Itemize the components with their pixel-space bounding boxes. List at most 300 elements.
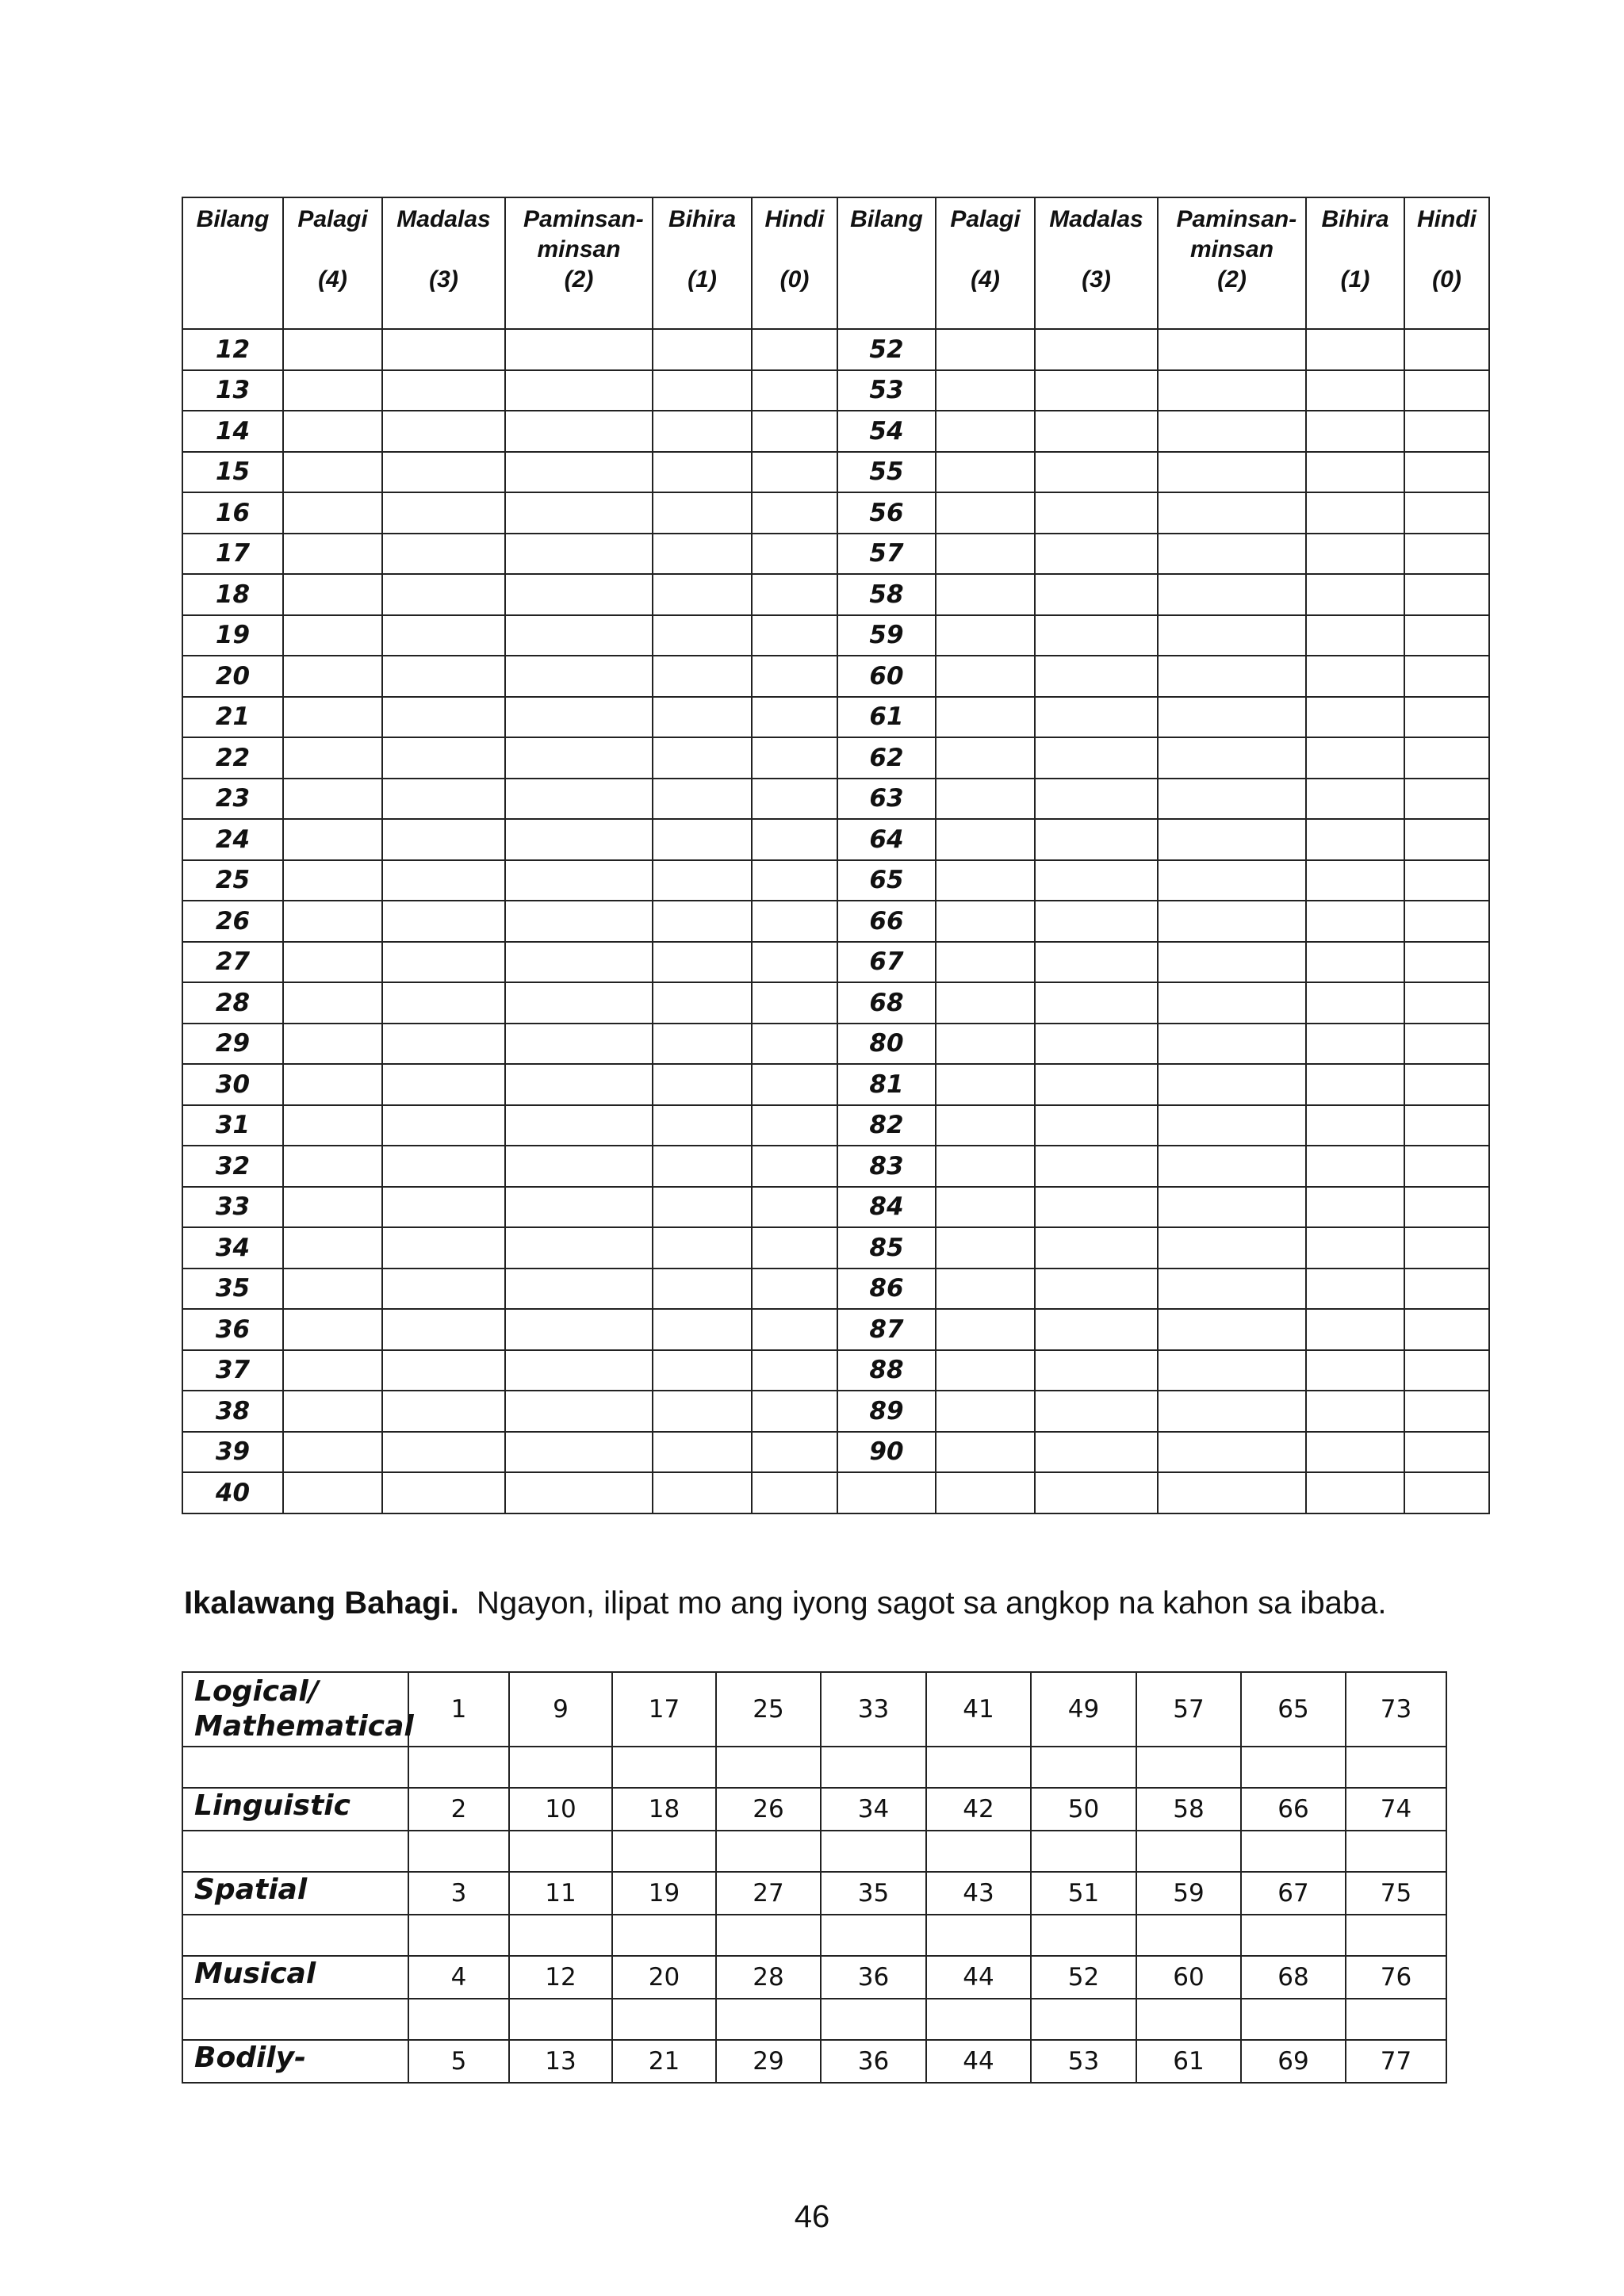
answer-cell[interactable]	[1306, 656, 1404, 697]
answer-cell[interactable]	[752, 1227, 837, 1269]
answer-cell[interactable]	[1404, 1146, 1489, 1187]
answer-cell[interactable]	[1035, 615, 1158, 656]
score-entry-cell[interactable]	[182, 1999, 408, 2040]
answer-cell[interactable]	[653, 697, 752, 738]
score-entry-cell[interactable]	[1241, 1747, 1346, 1788]
answer-cell[interactable]	[752, 942, 837, 983]
answer-cell[interactable]	[936, 737, 1035, 779]
score-entry-cell[interactable]	[182, 1831, 408, 1872]
score-entry-cell[interactable]	[612, 1999, 716, 2040]
answer-cell[interactable]	[752, 779, 837, 820]
answer-cell[interactable]	[1035, 1187, 1158, 1228]
answer-cell[interactable]	[1158, 779, 1306, 820]
score-entry-cell[interactable]	[612, 1915, 716, 1956]
score-entry-cell[interactable]	[612, 1831, 716, 1872]
answer-cell[interactable]	[1306, 1187, 1404, 1228]
answer-cell[interactable]	[653, 656, 752, 697]
answer-cell[interactable]	[1158, 737, 1306, 779]
answer-cell[interactable]	[653, 452, 752, 493]
answer-cell[interactable]	[752, 1187, 837, 1228]
answer-cell[interactable]	[1035, 1064, 1158, 1105]
answer-cell[interactable]	[936, 411, 1035, 452]
answer-cell[interactable]	[382, 1350, 505, 1391]
answer-cell[interactable]	[1158, 1024, 1306, 1065]
answer-cell[interactable]	[1306, 452, 1404, 493]
score-entry-cell[interactable]	[821, 1915, 926, 1956]
answer-cell[interactable]	[283, 819, 382, 860]
answer-cell[interactable]	[1158, 452, 1306, 493]
answer-cell[interactable]	[1158, 1227, 1306, 1269]
answer-cell[interactable]	[505, 1269, 653, 1310]
answer-cell[interactable]	[505, 860, 653, 901]
score-entry-cell[interactable]	[1031, 1747, 1136, 1788]
answer-cell[interactable]	[1404, 534, 1489, 575]
score-entry-cell[interactable]	[509, 1915, 612, 1956]
score-entry-cell[interactable]	[1136, 1831, 1241, 1872]
answer-cell[interactable]	[936, 1064, 1035, 1105]
answer-cell[interactable]	[752, 1472, 837, 1513]
answer-cell[interactable]	[1035, 329, 1158, 370]
answer-cell[interactable]	[1035, 1269, 1158, 1310]
answer-cell[interactable]	[752, 534, 837, 575]
answer-cell[interactable]	[283, 1024, 382, 1065]
answer-cell[interactable]	[1306, 492, 1404, 534]
answer-cell[interactable]	[283, 1146, 382, 1187]
answer-cell[interactable]	[936, 819, 1035, 860]
answer-cell[interactable]	[283, 942, 382, 983]
score-entry-cell[interactable]	[612, 1747, 716, 1788]
answer-cell[interactable]	[283, 370, 382, 411]
answer-cell[interactable]	[1306, 1432, 1404, 1473]
answer-cell[interactable]	[382, 1227, 505, 1269]
answer-cell[interactable]	[653, 411, 752, 452]
score-entry-cell[interactable]	[1346, 1915, 1446, 1956]
answer-cell[interactable]	[505, 1187, 653, 1228]
score-entry-cell[interactable]	[1346, 1747, 1446, 1788]
answer-cell[interactable]	[653, 1350, 752, 1391]
answer-cell[interactable]	[1404, 901, 1489, 942]
answer-cell[interactable]	[653, 534, 752, 575]
answer-cell[interactable]	[1158, 615, 1306, 656]
answer-cell[interactable]	[1158, 697, 1306, 738]
answer-cell[interactable]	[1404, 860, 1489, 901]
answer-cell[interactable]	[382, 982, 505, 1024]
answer-cell[interactable]	[382, 1146, 505, 1187]
score-entry-cell[interactable]	[408, 1999, 509, 2040]
answer-cell[interactable]	[283, 534, 382, 575]
answer-cell[interactable]	[1035, 697, 1158, 738]
answer-cell[interactable]	[936, 901, 1035, 942]
answer-cell[interactable]	[1035, 1309, 1158, 1350]
answer-cell[interactable]	[936, 1024, 1035, 1065]
answer-cell[interactable]	[653, 1146, 752, 1187]
answer-cell[interactable]	[1306, 1024, 1404, 1065]
answer-cell[interactable]	[1306, 1105, 1404, 1146]
answer-cell[interactable]	[936, 982, 1035, 1024]
answer-cell[interactable]	[283, 656, 382, 697]
answer-cell[interactable]	[382, 370, 505, 411]
answer-cell[interactable]	[936, 1391, 1035, 1432]
answer-cell[interactable]	[1306, 860, 1404, 901]
answer-cell[interactable]	[752, 492, 837, 534]
answer-cell[interactable]	[1404, 1024, 1489, 1065]
answer-cell[interactable]	[505, 942, 653, 983]
answer-cell[interactable]	[382, 656, 505, 697]
answer-cell[interactable]	[653, 860, 752, 901]
answer-cell[interactable]	[505, 1432, 653, 1473]
answer-cell[interactable]	[1158, 492, 1306, 534]
answer-cell[interactable]	[653, 1309, 752, 1350]
score-entry-cell[interactable]	[1241, 1915, 1346, 1956]
score-entry-cell[interactable]	[1031, 1915, 1136, 1956]
answer-cell[interactable]	[1404, 1432, 1489, 1473]
answer-cell[interactable]	[936, 697, 1035, 738]
answer-cell[interactable]	[1306, 942, 1404, 983]
answer-cell[interactable]	[653, 1024, 752, 1065]
answer-cell[interactable]	[382, 901, 505, 942]
answer-cell[interactable]	[1404, 779, 1489, 820]
answer-cell[interactable]	[653, 329, 752, 370]
answer-cell[interactable]	[1404, 942, 1489, 983]
answer-cell[interactable]	[752, 1309, 837, 1350]
answer-cell[interactable]	[1306, 1472, 1404, 1513]
answer-cell[interactable]	[1158, 1064, 1306, 1105]
answer-cell[interactable]	[1306, 1309, 1404, 1350]
answer-cell[interactable]	[936, 1432, 1035, 1473]
answer-cell[interactable]	[1035, 901, 1158, 942]
answer-cell[interactable]	[283, 615, 382, 656]
answer-cell[interactable]	[1404, 1350, 1489, 1391]
answer-cell[interactable]	[283, 1187, 382, 1228]
answer-cell[interactable]	[1035, 737, 1158, 779]
answer-cell[interactable]	[283, 1105, 382, 1146]
answer-cell[interactable]	[1035, 942, 1158, 983]
answer-cell[interactable]	[752, 656, 837, 697]
answer-cell[interactable]	[505, 982, 653, 1024]
answer-cell[interactable]	[1035, 574, 1158, 615]
answer-cell[interactable]	[936, 1187, 1035, 1228]
answer-cell[interactable]	[382, 737, 505, 779]
answer-cell[interactable]	[1158, 1187, 1306, 1228]
score-entry-cell[interactable]	[408, 1915, 509, 1956]
answer-cell[interactable]	[283, 1269, 382, 1310]
answer-cell[interactable]	[1306, 370, 1404, 411]
answer-cell[interactable]	[382, 1472, 505, 1513]
answer-cell[interactable]	[936, 779, 1035, 820]
answer-cell[interactable]	[653, 819, 752, 860]
answer-cell[interactable]	[936, 1269, 1035, 1310]
answer-cell[interactable]	[505, 329, 653, 370]
answer-cell[interactable]	[505, 1309, 653, 1350]
answer-cell[interactable]	[1404, 370, 1489, 411]
answer-cell[interactable]	[653, 1269, 752, 1310]
score-entry-cell[interactable]	[182, 1747, 408, 1788]
score-entry-cell[interactable]	[1031, 1831, 1136, 1872]
answer-cell[interactable]	[1306, 329, 1404, 370]
answer-cell[interactable]	[1035, 452, 1158, 493]
answer-cell[interactable]	[505, 370, 653, 411]
answer-cell[interactable]	[283, 329, 382, 370]
answer-cell[interactable]	[653, 615, 752, 656]
answer-cell[interactable]	[505, 411, 653, 452]
answer-cell[interactable]	[752, 452, 837, 493]
answer-cell[interactable]	[1035, 1146, 1158, 1187]
answer-cell[interactable]	[382, 452, 505, 493]
answer-cell[interactable]	[505, 534, 653, 575]
answer-cell[interactable]	[653, 779, 752, 820]
answer-cell[interactable]	[1158, 329, 1306, 370]
answer-cell[interactable]	[1404, 452, 1489, 493]
answer-cell[interactable]	[1035, 411, 1158, 452]
score-entry-cell[interactable]	[926, 1747, 1031, 1788]
answer-cell[interactable]	[752, 574, 837, 615]
answer-cell[interactable]	[1404, 1269, 1489, 1310]
answer-cell[interactable]	[1035, 860, 1158, 901]
score-entry-cell[interactable]	[926, 1831, 1031, 1872]
answer-cell[interactable]	[1404, 819, 1489, 860]
answer-cell[interactable]	[752, 1024, 837, 1065]
answer-cell[interactable]	[505, 1391, 653, 1432]
answer-cell[interactable]	[283, 1309, 382, 1350]
answer-cell[interactable]	[1306, 1350, 1404, 1391]
answer-cell[interactable]	[1035, 1472, 1158, 1513]
answer-cell[interactable]	[1404, 1309, 1489, 1350]
answer-cell[interactable]	[936, 615, 1035, 656]
answer-cell[interactable]	[1306, 982, 1404, 1024]
score-entry-cell[interactable]	[716, 1747, 821, 1788]
answer-cell[interactable]	[283, 1227, 382, 1269]
answer-cell[interactable]	[1158, 411, 1306, 452]
answer-cell[interactable]	[505, 737, 653, 779]
answer-cell[interactable]	[1306, 411, 1404, 452]
answer-cell[interactable]	[382, 819, 505, 860]
answer-cell[interactable]	[1158, 982, 1306, 1024]
answer-cell[interactable]	[936, 860, 1035, 901]
answer-cell[interactable]	[752, 1146, 837, 1187]
answer-cell[interactable]	[505, 779, 653, 820]
answer-cell[interactable]	[382, 1187, 505, 1228]
answer-cell[interactable]	[936, 1309, 1035, 1350]
answer-cell[interactable]	[382, 1309, 505, 1350]
score-entry-cell[interactable]	[716, 1915, 821, 1956]
answer-cell[interactable]	[505, 819, 653, 860]
answer-cell[interactable]	[1158, 656, 1306, 697]
answer-cell[interactable]	[1306, 819, 1404, 860]
answer-cell[interactable]	[283, 1432, 382, 1473]
answer-cell[interactable]	[1158, 860, 1306, 901]
answer-cell[interactable]	[1158, 1309, 1306, 1350]
answer-cell[interactable]	[505, 901, 653, 942]
answer-cell[interactable]	[752, 1432, 837, 1473]
answer-cell[interactable]	[505, 697, 653, 738]
answer-cell[interactable]	[1158, 1105, 1306, 1146]
answer-cell[interactable]	[283, 860, 382, 901]
answer-cell[interactable]	[505, 615, 653, 656]
answer-cell[interactable]	[283, 1391, 382, 1432]
score-entry-cell[interactable]	[408, 1831, 509, 1872]
answer-cell[interactable]	[936, 1472, 1035, 1513]
score-entry-cell[interactable]	[821, 1747, 926, 1788]
answer-cell[interactable]	[1306, 697, 1404, 738]
answer-cell[interactable]	[752, 1105, 837, 1146]
answer-cell[interactable]	[653, 1105, 752, 1146]
answer-cell[interactable]	[1306, 1146, 1404, 1187]
answer-cell[interactable]	[1035, 1350, 1158, 1391]
answer-cell[interactable]	[382, 1024, 505, 1065]
answer-cell[interactable]	[752, 737, 837, 779]
answer-cell[interactable]	[505, 1350, 653, 1391]
answer-cell[interactable]	[505, 1105, 653, 1146]
answer-cell[interactable]	[1158, 574, 1306, 615]
answer-cell[interactable]	[752, 1350, 837, 1391]
score-entry-cell[interactable]	[509, 1831, 612, 1872]
answer-cell[interactable]	[1404, 1472, 1489, 1513]
score-entry-cell[interactable]	[821, 1999, 926, 2040]
answer-cell[interactable]	[752, 1269, 837, 1310]
answer-cell[interactable]	[752, 411, 837, 452]
score-entry-cell[interactable]	[716, 1831, 821, 1872]
answer-cell[interactable]	[1035, 1024, 1158, 1065]
answer-cell[interactable]	[1306, 901, 1404, 942]
answer-cell[interactable]	[752, 1064, 837, 1105]
answer-cell[interactable]	[936, 534, 1035, 575]
answer-cell[interactable]	[1035, 982, 1158, 1024]
answer-cell[interactable]	[1035, 1391, 1158, 1432]
answer-cell[interactable]	[1158, 370, 1306, 411]
answer-cell[interactable]	[1035, 1432, 1158, 1473]
answer-cell[interactable]	[283, 737, 382, 779]
answer-cell[interactable]	[1404, 697, 1489, 738]
answer-cell[interactable]	[1158, 1146, 1306, 1187]
answer-cell[interactable]	[653, 1064, 752, 1105]
answer-cell[interactable]	[1306, 574, 1404, 615]
answer-cell[interactable]	[653, 1391, 752, 1432]
answer-cell[interactable]	[505, 1024, 653, 1065]
answer-cell[interactable]	[752, 370, 837, 411]
answer-cell[interactable]	[1158, 1472, 1306, 1513]
answer-cell[interactable]	[1158, 534, 1306, 575]
answer-cell[interactable]	[505, 1472, 653, 1513]
answer-cell[interactable]	[1306, 1064, 1404, 1105]
answer-cell[interactable]	[1404, 737, 1489, 779]
answer-cell[interactable]	[382, 1269, 505, 1310]
answer-cell[interactable]	[1404, 492, 1489, 534]
answer-cell[interactable]	[382, 1391, 505, 1432]
answer-cell[interactable]	[1404, 615, 1489, 656]
answer-cell[interactable]	[283, 901, 382, 942]
answer-cell[interactable]	[382, 860, 505, 901]
answer-cell[interactable]	[1404, 1064, 1489, 1105]
answer-cell[interactable]	[1035, 534, 1158, 575]
answer-cell[interactable]	[505, 452, 653, 493]
answer-cell[interactable]	[1404, 656, 1489, 697]
answer-cell[interactable]	[1306, 1391, 1404, 1432]
answer-cell[interactable]	[1404, 1187, 1489, 1228]
score-entry-cell[interactable]	[1241, 1999, 1346, 2040]
score-entry-cell[interactable]	[716, 1999, 821, 2040]
answer-cell[interactable]	[283, 779, 382, 820]
answer-cell[interactable]	[1035, 656, 1158, 697]
score-entry-cell[interactable]	[408, 1747, 509, 1788]
answer-cell[interactable]	[505, 574, 653, 615]
answer-cell[interactable]	[752, 697, 837, 738]
answer-cell[interactable]	[1158, 1391, 1306, 1432]
score-entry-cell[interactable]	[509, 1999, 612, 2040]
answer-cell[interactable]	[1035, 819, 1158, 860]
answer-cell[interactable]	[283, 982, 382, 1024]
answer-cell[interactable]	[382, 942, 505, 983]
answer-cell[interactable]	[382, 697, 505, 738]
score-entry-cell[interactable]	[1031, 1999, 1136, 2040]
answer-cell[interactable]	[752, 819, 837, 860]
answer-cell[interactable]	[752, 860, 837, 901]
answer-cell[interactable]	[936, 942, 1035, 983]
answer-cell[interactable]	[936, 492, 1035, 534]
answer-cell[interactable]	[1158, 1432, 1306, 1473]
answer-cell[interactable]	[283, 411, 382, 452]
answer-cell[interactable]	[653, 737, 752, 779]
answer-cell[interactable]	[653, 1227, 752, 1269]
answer-cell[interactable]	[1035, 370, 1158, 411]
answer-cell[interactable]	[936, 1350, 1035, 1391]
answer-cell[interactable]	[382, 1064, 505, 1105]
answer-cell[interactable]	[283, 697, 382, 738]
answer-cell[interactable]	[936, 574, 1035, 615]
answer-cell[interactable]	[936, 1105, 1035, 1146]
answer-cell[interactable]	[283, 492, 382, 534]
score-entry-cell[interactable]	[182, 1915, 408, 1956]
answer-cell[interactable]	[653, 982, 752, 1024]
answer-cell[interactable]	[283, 452, 382, 493]
answer-cell[interactable]	[1158, 901, 1306, 942]
answer-cell[interactable]	[382, 492, 505, 534]
answer-cell[interactable]	[505, 492, 653, 534]
answer-cell[interactable]	[752, 615, 837, 656]
answer-cell[interactable]	[382, 1432, 505, 1473]
score-entry-cell[interactable]	[1136, 1915, 1241, 1956]
answer-cell[interactable]	[1404, 574, 1489, 615]
answer-cell[interactable]	[1404, 982, 1489, 1024]
answer-cell[interactable]	[382, 411, 505, 452]
answer-cell[interactable]	[936, 656, 1035, 697]
answer-cell[interactable]	[1306, 737, 1404, 779]
answer-cell[interactable]	[283, 1064, 382, 1105]
answer-cell[interactable]	[382, 574, 505, 615]
answer-cell[interactable]	[1404, 329, 1489, 370]
answer-cell[interactable]	[1306, 779, 1404, 820]
answer-cell[interactable]	[1306, 1269, 1404, 1310]
answer-cell[interactable]	[1158, 1269, 1306, 1310]
answer-cell[interactable]	[382, 534, 505, 575]
answer-cell[interactable]	[936, 452, 1035, 493]
score-entry-cell[interactable]	[821, 1831, 926, 1872]
answer-cell[interactable]	[382, 615, 505, 656]
answer-cell[interactable]	[1158, 942, 1306, 983]
answer-cell[interactable]	[1035, 779, 1158, 820]
answer-cell[interactable]	[752, 329, 837, 370]
score-entry-cell[interactable]	[509, 1747, 612, 1788]
answer-cell[interactable]	[1035, 492, 1158, 534]
answer-cell[interactable]	[936, 370, 1035, 411]
answer-cell[interactable]	[653, 492, 752, 534]
answer-cell[interactable]	[1306, 534, 1404, 575]
answer-cell[interactable]	[1035, 1105, 1158, 1146]
answer-cell[interactable]	[382, 1105, 505, 1146]
answer-cell[interactable]	[1404, 1105, 1489, 1146]
answer-cell[interactable]	[283, 1350, 382, 1391]
answer-cell[interactable]	[752, 901, 837, 942]
answer-cell[interactable]	[382, 779, 505, 820]
